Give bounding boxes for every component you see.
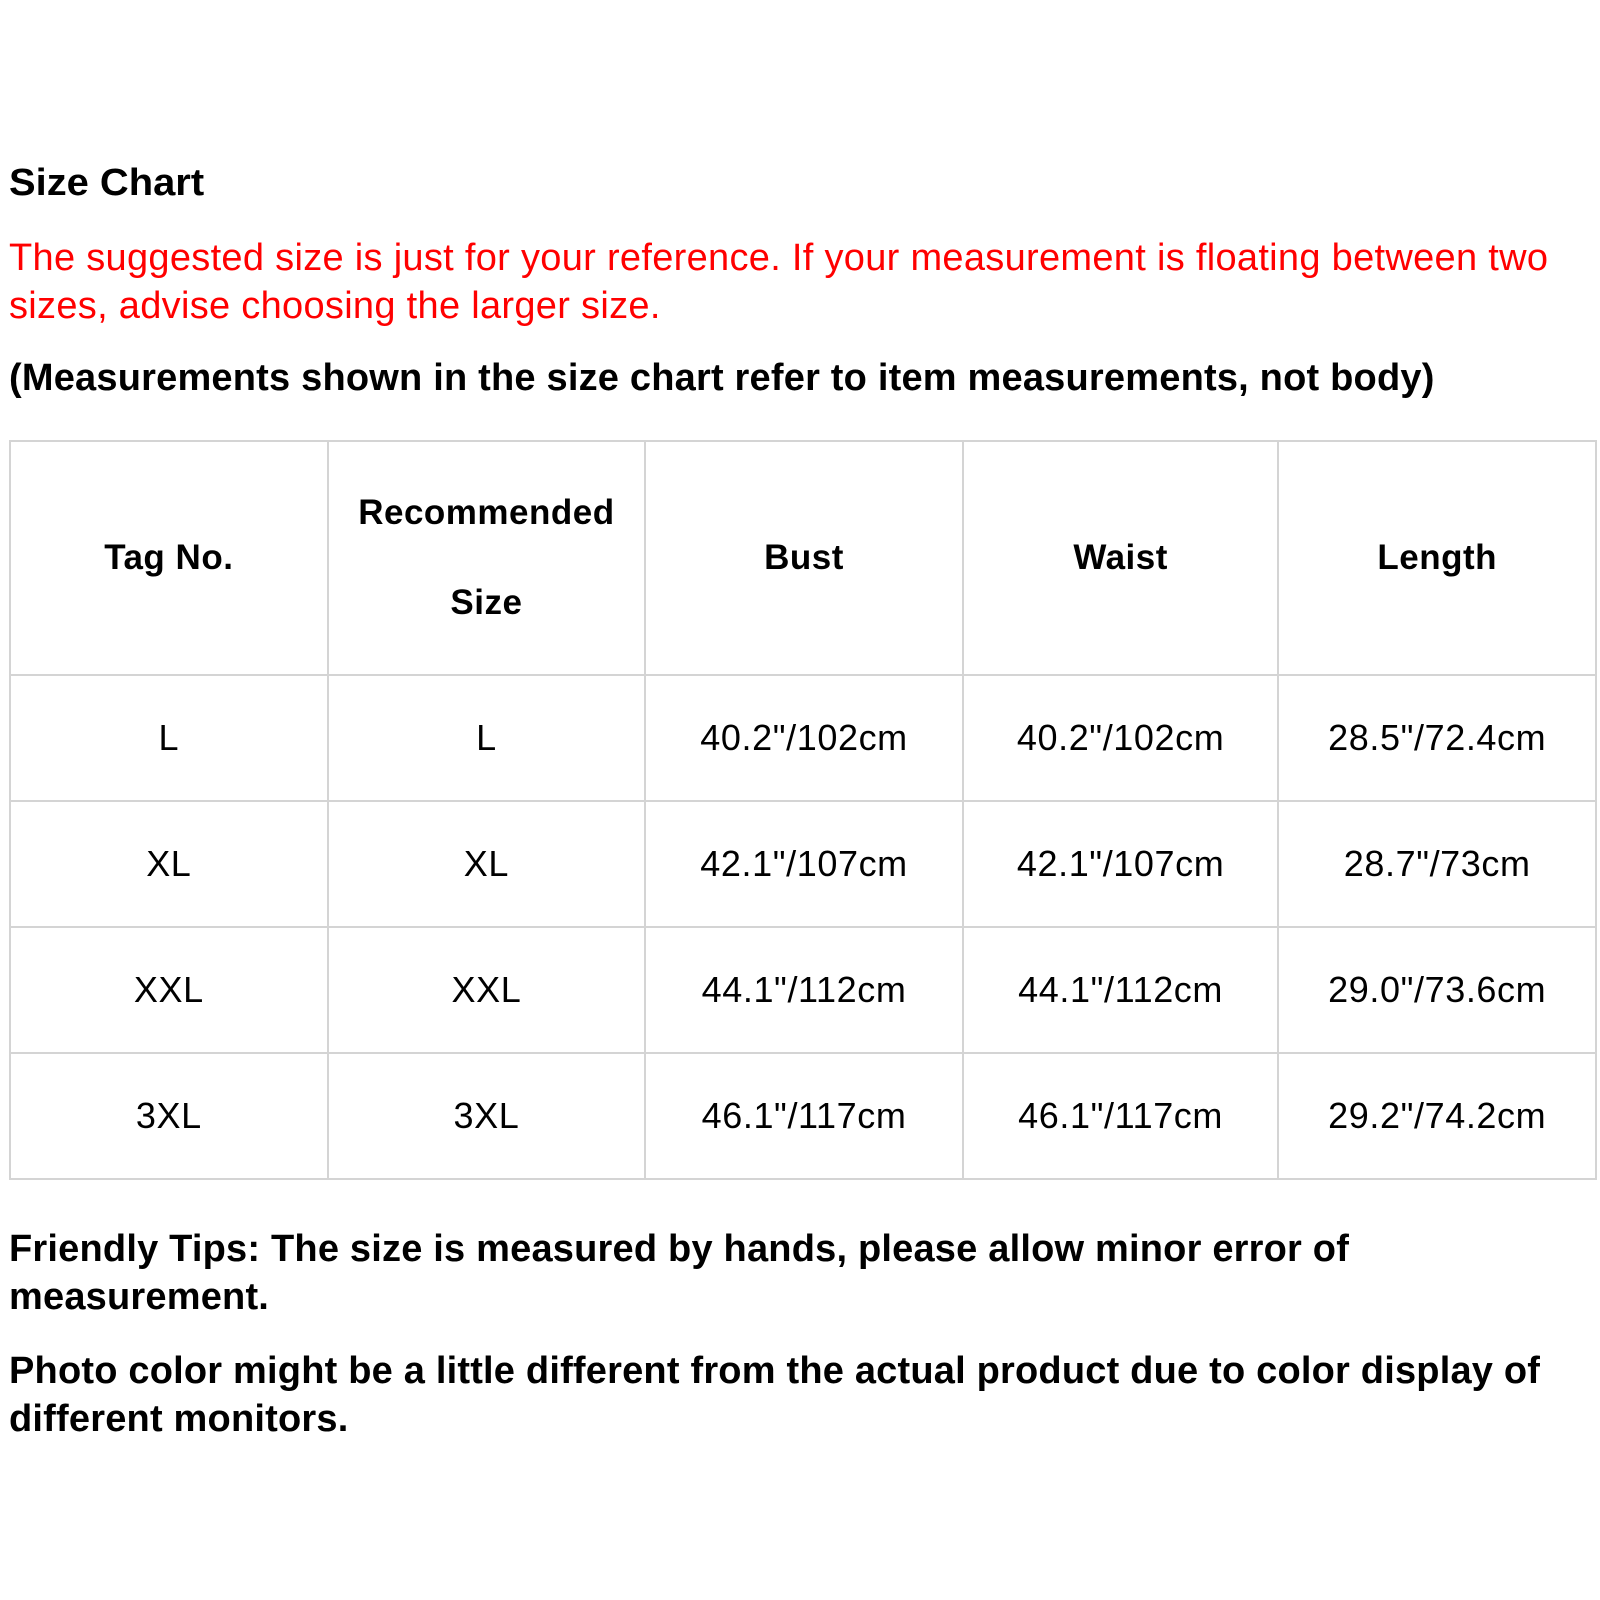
header-waist: Waist (963, 441, 1279, 675)
cell-length: 28.5"/72.4cm (1278, 675, 1596, 801)
photo-color-note: Photo color might be a little different from the actual product due to color display of different monitors. (9, 1350, 1541, 1440)
measurement-note: (Measurements shown in the size chart refer to item measurements, not body) (9, 357, 1435, 399)
cell-waist: 44.1"/112cm (963, 927, 1279, 1053)
header-bust: Bust (645, 441, 963, 675)
table-header-row (10, 441, 1596, 675)
cell-tag: 3XL (10, 1053, 328, 1179)
cell-recommended: XXL (328, 927, 646, 1053)
cell-length: 28.7"/73cm (1278, 801, 1596, 927)
cell-bust: 40.2"/102cm (645, 675, 963, 801)
cell-tag: XXL (10, 927, 328, 1053)
cell-length: 29.0"/73.6cm (1278, 927, 1596, 1053)
table-row (10, 675, 1596, 801)
cell-bust: 42.1"/107cm (645, 801, 963, 927)
size-advice-notice: The suggested size is just for your reference. If your measurement is floating between two sizes, advise choosing the larger size. (9, 237, 1549, 327)
cell-bust: 44.1"/112cm (645, 927, 963, 1053)
size-table (9, 440, 1597, 1180)
cell-tag: L (10, 675, 328, 801)
cell-recommended: XL (328, 801, 646, 927)
cell-waist: 42.1"/107cm (963, 801, 1279, 927)
cell-recommended: L (328, 675, 646, 801)
friendly-tips: Friendly Tips: The size is measured by hands, please allow minor error of measurement. (9, 1228, 1350, 1318)
cell-waist: 40.2"/102cm (963, 675, 1279, 801)
page-title: Size Chart (9, 162, 205, 204)
table-row (10, 801, 1596, 927)
header-tag-no: Tag No. (10, 441, 328, 675)
table-row (10, 927, 1596, 1053)
header-recommended-size: Recommended Size (328, 441, 646, 675)
cell-tag: XL (10, 801, 328, 927)
table-row (10, 1053, 1596, 1179)
cell-waist: 46.1"/117cm (963, 1053, 1279, 1179)
cell-recommended: 3XL (328, 1053, 646, 1179)
cell-bust: 46.1"/117cm (645, 1053, 963, 1179)
cell-length: 29.2"/74.2cm (1278, 1053, 1596, 1179)
header-length: Length (1278, 441, 1596, 675)
